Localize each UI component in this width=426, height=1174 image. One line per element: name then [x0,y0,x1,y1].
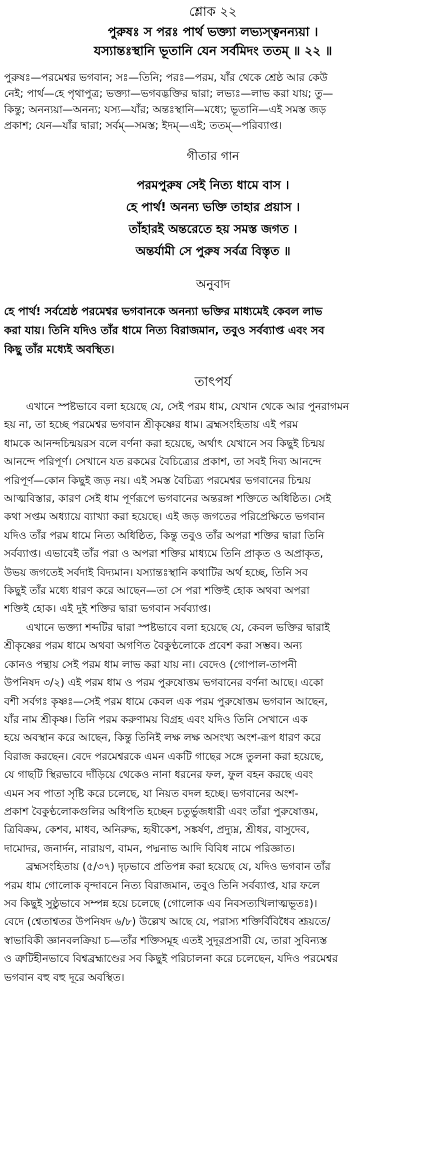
purport-line: ধামকে আনন্দচিন্ময়রস বলে বর্ণনা করা হয়েছে, অর্থাৎ যেখানে সব কিছুই চিন্ময় [4,437,325,450]
purport-line: কোনও পন্থায় সেই পরম ধাম লাভ করা যায় না। বেদেও (গোপাল-তাপনী [4,658,297,671]
purport-line: কিছুই তাঁর মধ্যে ধারণ করে আছেন—তা সে পরা শক্তিই হোক অথবা অপরা [4,585,310,598]
purport-line: বিরাজ করছেন। বেদে পরমেশ্বরকে এমন একটি গাছের সঙ্গে তুলনা করা হয়েছে, [4,750,324,763]
purport-line: যদিও তাঁর পরম ধামে নিত্য অধিষ্ঠিত, কিন্তু তবুও তাঁর অপরা শক্তির দ্বারা তিনি [4,529,325,542]
translation-line: কিছু তাঁর মধ্যেই অবস্থিত। [4,343,115,356]
purport-line: পরম ধাম গোলোক বৃন্দাবনে নিত্য বিরাজমান, তবুও তিনি সর্বব্যাপ্ত, যার ফলে [4,879,320,892]
translation-block [4,302,422,359]
purport-paragraph-1 [4,398,422,619]
purport-line: আনন্দে পরিপূর্ণ। সেখানে যত রকমের বৈচিত্র্যের প্রকাশ, তা সবই দিব্য আনন্দে [4,456,322,469]
purport-paragraph-2 [4,619,422,858]
song-heading: গীতার গান [186,149,240,163]
song-line: হে পার্থ! অনন্য ভক্তি তাহার প্রয়াস । [126,200,300,214]
purport-line: প্রকাশ বৈকুণ্ঠলোকগুলির অধিপতি হচ্ছেন চতুর্ভুজধারী এবং তাঁরা পুরুষোত্তম, [4,805,319,818]
translation-line: হে পার্থ! সর্বশ্রেষ্ঠ পরমেশ্বর ভগবানকে অনন্যা ভক্তির মাধ্যমেই কেবল লাভ [4,305,323,318]
purport-line: উভয় জগতেই সর্বদাই বিদ্যমান। যস্যান্তঃস্থানি কথাটির অর্থ হচ্ছে, তিনি সব [4,566,308,579]
sloka-title: শ্লোক ২২ [189,5,237,20]
song-line: অন্তর্যামী সে পুরুষ সর্বত্র বিস্তৃত ॥ [135,244,291,258]
song-line: তাঁহারই অন্তরেতে হয় সমস্ত জগত । [128,222,298,236]
purport-line: হয় না, তা হচ্ছে পরমেশ্বর ভগবান শ্রীকৃষ্ণের ধাম। ব্রহ্মসংহিতায় এই পরম [4,419,299,432]
purport-line: দামোদর, জনার্দন, নারায়ণ, বামন, পদ্মনাভ আদি বিবিধ নামে পরিজ্ঞাত। [4,842,296,855]
purport-line: ভগবান বহু বহু দূরে অবস্থিত। [4,971,125,984]
purport-line: বেদে (শ্বেতাশ্বতর উপনিষদ ৬/৮) উল্লেখ আছে যে, পরাস্য শক্তির্বিবিধৈব শ্রূয়তে/ [4,916,331,929]
purport-line: ব্রহ্মসংহিতায় (৫/৩৭) দৃঢ়ভাবে প্রতিপন্ন করা হয়েছে যে, যদিও ভগবান তাঁর [26,861,331,874]
purport-line: ত্রিবিক্রম, কেশব, মাধব, অনিরুদ্ধ, হৃষীকেশ, সঙ্কর্ষণ, প্রদ্যুম্ন, শ্রীধর, বাসুদেব, [4,824,310,837]
purport-line: শ্রীকৃষ্ণের পরম ধামে অথবা অগণিত বৈকুণ্ঠলোকে প্রবেশ করা সম্ভব। অন্য [4,640,303,653]
purport-line: উপনিষদ ৩/২) এই পরম ধাম ও পরম পুরুষোত্তম ভগবানের বর্ণনা আছে। একো [4,677,324,690]
purport-line: কথা সপ্তম অধ্যায়ে ব্যাখ্যা করা হয়েছে। এই জড় জগতের পরিপ্রেক্ষিতে ভগবান [4,511,325,524]
purport-line: হয়ে অবস্থান করে আছেন, কিন্তু তিনিই লক্ষ লক্ষ অসংখ্য অংশ-রূপ ধারণ করে [4,732,321,745]
purport-line: পরিপূর্ণ—কোন কিছুই জড় নয়। এই সমস্ত বৈচিত্র্য পরমেশ্বর ভগবানের চিন্ময় [4,474,311,487]
sloka-line-1: পুরুষঃ স পরঃ পার্থ ভক্ত্যা লভ্যস্ত্বনন্যয়া । [107,24,319,39]
translation-line: করা যায়। তিনি যদিও তাঁর ধামে নিত্য বিরাজমান, তবুও সর্বব্যাপ্ত এবং সব [4,324,325,337]
gloss-line: নেই; পার্থ—হে পৃথাপুত্র; ভক্ত্যা—ভগবদ্ভক্তির দ্বারা; লভ্যঃ—লাভ করা যায়; তু— [4,88,334,100]
gloss-line: প্রকাশ; যেন—যাঁর দ্বারা; সর্বম্—সমস্ত; ইদম্—এই; ততম্—পরিব্যাপ্ত। [4,120,282,132]
page [0,4,426,1174]
purport-line: এখানে স্পষ্টভাবে বলা হয়েছে যে, সেই পরম ধাম, যেখান থেকে আর পুনরাগমন [26,401,350,413]
purport-line: ও ত্রুটিহীনভাবে বিশ্বব্রহ্মাণ্ডের সব কিছুই পরিচালনা করে চলেছেন, যদিও পরমেশ্বর [4,953,338,966]
song-block [4,174,422,262]
sloka-verse [4,22,422,60]
purport-line: এমন সব পাতা সৃষ্টি করে চলেছে, যা নিয়ত বদল হচ্ছে। ভগবানের অংশ- [4,787,299,800]
purport-line: সব কিছুই সুষ্ঠুভাবে সম্পন্ন হয়ে চলেছে (গোলোক এব নিবসত্যখিলাত্মভূতঃ)। [4,897,318,910]
purport-line: বশী সর্বগঃ কৃষ্ণঃ—সেই পরম ধামে কেবল এক পরম পুরুষোত্তম ভগবান আছেন, [4,695,328,708]
purport-line: যাঁর নাম শ্রীকৃষ্ণ। তিনি পরম করুণাময় বিগ্রহ এবং যদিও তিনি সেখানে এক [4,713,308,726]
song-line: পরমপুরুষ সেই নিত্য ধামে বাস । [136,178,290,192]
purport-paragraph-3 [4,858,422,987]
purport-line: আত্মবিস্তার, কারণ সেই ধাম পূর্ণরূপে ভগবানের অন্তরঙ্গা শক্তিতে অধিষ্ঠিত। সেই [4,493,331,506]
purport-line: শক্তিই হোক। এই দুই শক্তির দ্বারা ভগবান সর্বব্যাপ্ত। [4,603,211,616]
gloss-line: পুরুষঃ—পরমেশ্বর ভগবান; সঃ—তিনি; পরঃ—পরম, যাঁর থেকে শ্রেষ্ঠ আর কেউ [4,72,328,84]
word-gloss [4,70,422,134]
sloka-line-2: যস্যান্তঃস্থানি ভূতানি যেন সর্বমিদং ততম্ ॥ ২২ ॥ [93,43,333,58]
purport-heading: তাৎপর্য [194,375,232,390]
gloss-line: কিন্তু; অনন্যয়া—অনন্য; যস্য—যাঁর; অন্তঃস্থানি—মধ্যে; ভূতানি—এই সমস্ত জড় [4,104,327,116]
purport-line: সর্বব্যাপ্ত। এভাবেই তাঁর পরা ও অপরা শক্তির মাধ্যমে তিনি প্রাকৃত ও অপ্রাকৃত, [4,548,324,561]
purport-line: যে গাছটি স্থিরভাবে দাঁড়িয়ে থেকেও নানা ধরনের ফল, ফুল বহন করছে এবং [4,769,314,782]
purport-line: এখানে ভক্ত্যা শব্দটির দ্বারা স্পষ্টভাবে বলা হয়েছে যে, কেবল ভক্তির দ্বারাই [26,621,330,634]
purport-line: স্বাভাবিকী জ্ঞানবলক্রিয়া চ—তাঁর শক্তিসমূহ এতই সুদূরপ্রসারী যে, তারা সুবিন্যস্ত [4,934,327,947]
translation-heading: অনুবাদ [195,277,231,291]
